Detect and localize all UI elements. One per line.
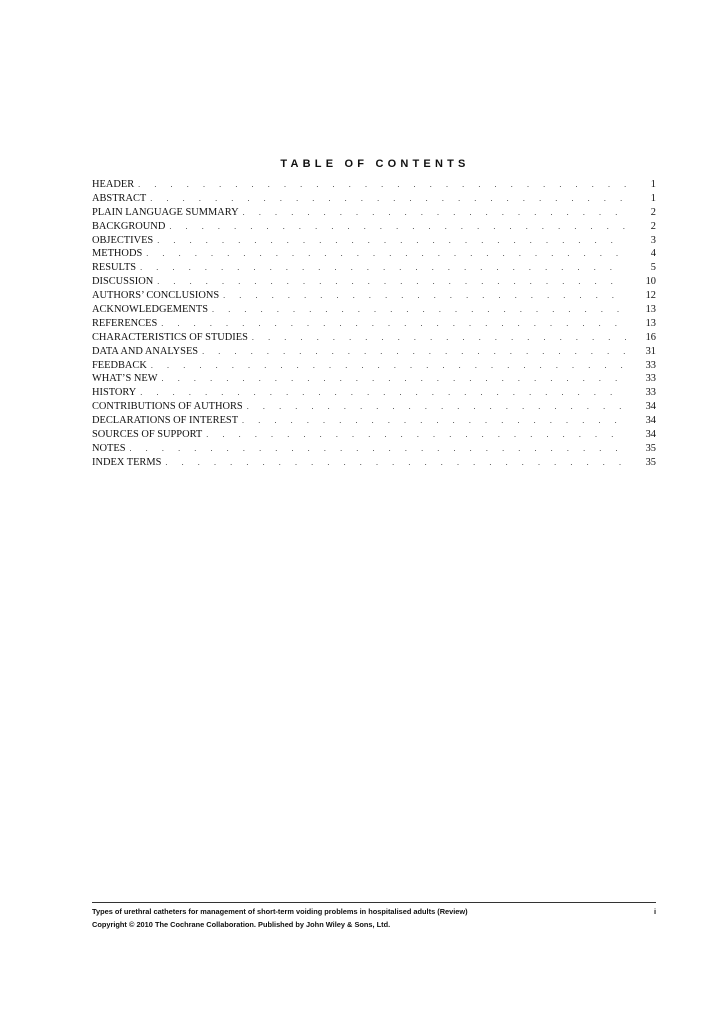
- toc-entry-label: SOURCES OF SUPPORT: [92, 429, 203, 441]
- toc-entry[interactable]: [92, 178, 656, 192]
- toc-entry-label: BACKGROUND: [92, 220, 166, 232]
- toc-entry-label: NOTES: [92, 442, 126, 454]
- toc-entry-label: DECLARATIONS OF INTEREST: [92, 415, 239, 427]
- dot-leader: [140, 386, 626, 400]
- toc-entry-page: 33: [645, 359, 656, 371]
- toc-entry[interactable]: [92, 428, 656, 442]
- dot-leader: [169, 220, 626, 234]
- toc-entry-label: FEEDBACK: [92, 359, 147, 371]
- toc-entry-label: PLAIN LANGUAGE SUMMARY: [92, 206, 239, 218]
- dot-leader: [150, 192, 626, 206]
- toc-entry[interactable]: [92, 400, 656, 414]
- dot-leader: [151, 359, 626, 373]
- toc-list: [92, 178, 656, 470]
- toc-entry[interactable]: [92, 456, 656, 470]
- footer-page-number: i: [653, 907, 656, 916]
- toc-entry-page: 34: [645, 429, 656, 441]
- toc-entry-page: 33: [645, 387, 656, 399]
- toc-entry-page: 33: [645, 373, 656, 385]
- dot-leader: [157, 275, 626, 289]
- toc-entry[interactable]: [92, 386, 656, 400]
- toc-entry[interactable]: [92, 303, 656, 317]
- dot-leader: [252, 331, 626, 345]
- toc-entry[interactable]: [92, 206, 656, 220]
- dot-leader: [206, 428, 626, 442]
- toc-entry-page: 3: [650, 234, 656, 246]
- dot-leader: [212, 303, 626, 317]
- toc-entry-label: WHAT’S NEW: [92, 373, 158, 385]
- dot-leader: [243, 206, 626, 220]
- toc-entry-page: 2: [650, 206, 656, 218]
- dot-leader: [202, 345, 626, 359]
- toc-entry[interactable]: [92, 261, 656, 275]
- toc-entry-page: 35: [645, 442, 656, 454]
- toc-entry[interactable]: [92, 414, 656, 428]
- toc-entry[interactable]: [92, 317, 656, 331]
- toc-entry[interactable]: [92, 275, 656, 289]
- toc-entry-label: DATA AND ANALYSES: [92, 345, 199, 357]
- dot-leader: [157, 234, 626, 248]
- toc-entry-label: CHARACTERISTICS OF STUDIES: [92, 331, 248, 343]
- dot-leader: [140, 261, 626, 275]
- toc-entry-page: 10: [645, 276, 656, 288]
- dot-leader: [138, 178, 626, 192]
- toc-entry-page: 2: [650, 220, 656, 232]
- footer-copyright: Copyright © 2010 The Cochrane Collaboration. Published by John Wiley & Sons, Ltd.: [92, 920, 391, 929]
- toc-entry[interactable]: [92, 345, 656, 359]
- toc-entry-label: DISCUSSION: [92, 276, 154, 288]
- toc-entry[interactable]: [92, 359, 656, 373]
- toc-entry-page: 13: [645, 317, 656, 329]
- toc-entry-label: INDEX TERMS: [92, 456, 162, 468]
- toc-entry-page: 16: [645, 331, 656, 343]
- dot-leader: [162, 372, 626, 386]
- toc-entry-label: REFERENCES: [92, 317, 158, 329]
- footer-document-title: Types of urethral catheters for management of short-term voiding problems in hospitalised adults (Review): [92, 907, 468, 916]
- dot-leader: [161, 317, 626, 331]
- footer-title-row: [92, 907, 656, 916]
- toc-entry-page: 13: [645, 304, 656, 316]
- dot-leader: [146, 247, 626, 261]
- dot-leader: [165, 456, 626, 470]
- toc-entry[interactable]: [92, 234, 656, 248]
- toc-entry[interactable]: [92, 289, 656, 303]
- dot-leader: [247, 400, 626, 414]
- toc-entry[interactable]: [92, 192, 656, 206]
- toc-entry-label: RESULTS: [92, 262, 137, 274]
- toc-entry-label: HEADER: [92, 179, 135, 190]
- footer-divider: [92, 902, 656, 903]
- toc-entry-page: 31: [645, 345, 656, 357]
- toc-title: TABLE OF CONTENTS: [280, 158, 470, 170]
- dot-leader: [223, 289, 626, 303]
- toc-entry-label: ABSTRACT: [92, 192, 147, 204]
- toc-entry[interactable]: [92, 247, 656, 261]
- toc-entry-label: CONTRIBUTIONS OF AUTHORS: [92, 401, 243, 413]
- toc-entry-page: 1: [650, 179, 656, 190]
- toc-entry[interactable]: [92, 372, 656, 386]
- toc-entry-page: 12: [645, 290, 656, 302]
- toc-entry-page: 35: [645, 456, 656, 468]
- dot-leader: [242, 414, 626, 428]
- toc-entry-page: 5: [650, 262, 656, 274]
- toc-entry-label: METHODS: [92, 248, 143, 260]
- dot-leader: [129, 442, 626, 456]
- toc-entry[interactable]: [92, 331, 656, 345]
- toc-entry-page: 4: [650, 248, 656, 260]
- toc-entry-label: OBJECTIVES: [92, 234, 154, 246]
- toc-entry-label: ACKNOWLEDGEMENTS: [92, 304, 209, 316]
- toc-entry-label: HISTORY: [92, 387, 137, 399]
- toc-entry-page: 1: [650, 192, 656, 204]
- toc-entry-page: 34: [645, 415, 656, 427]
- toc-entry[interactable]: [92, 442, 656, 456]
- toc-entry-label: AUTHORS’ CONCLUSIONS: [92, 290, 220, 302]
- toc-entry-page: 34: [645, 401, 656, 413]
- toc-entry[interactable]: [92, 220, 656, 234]
